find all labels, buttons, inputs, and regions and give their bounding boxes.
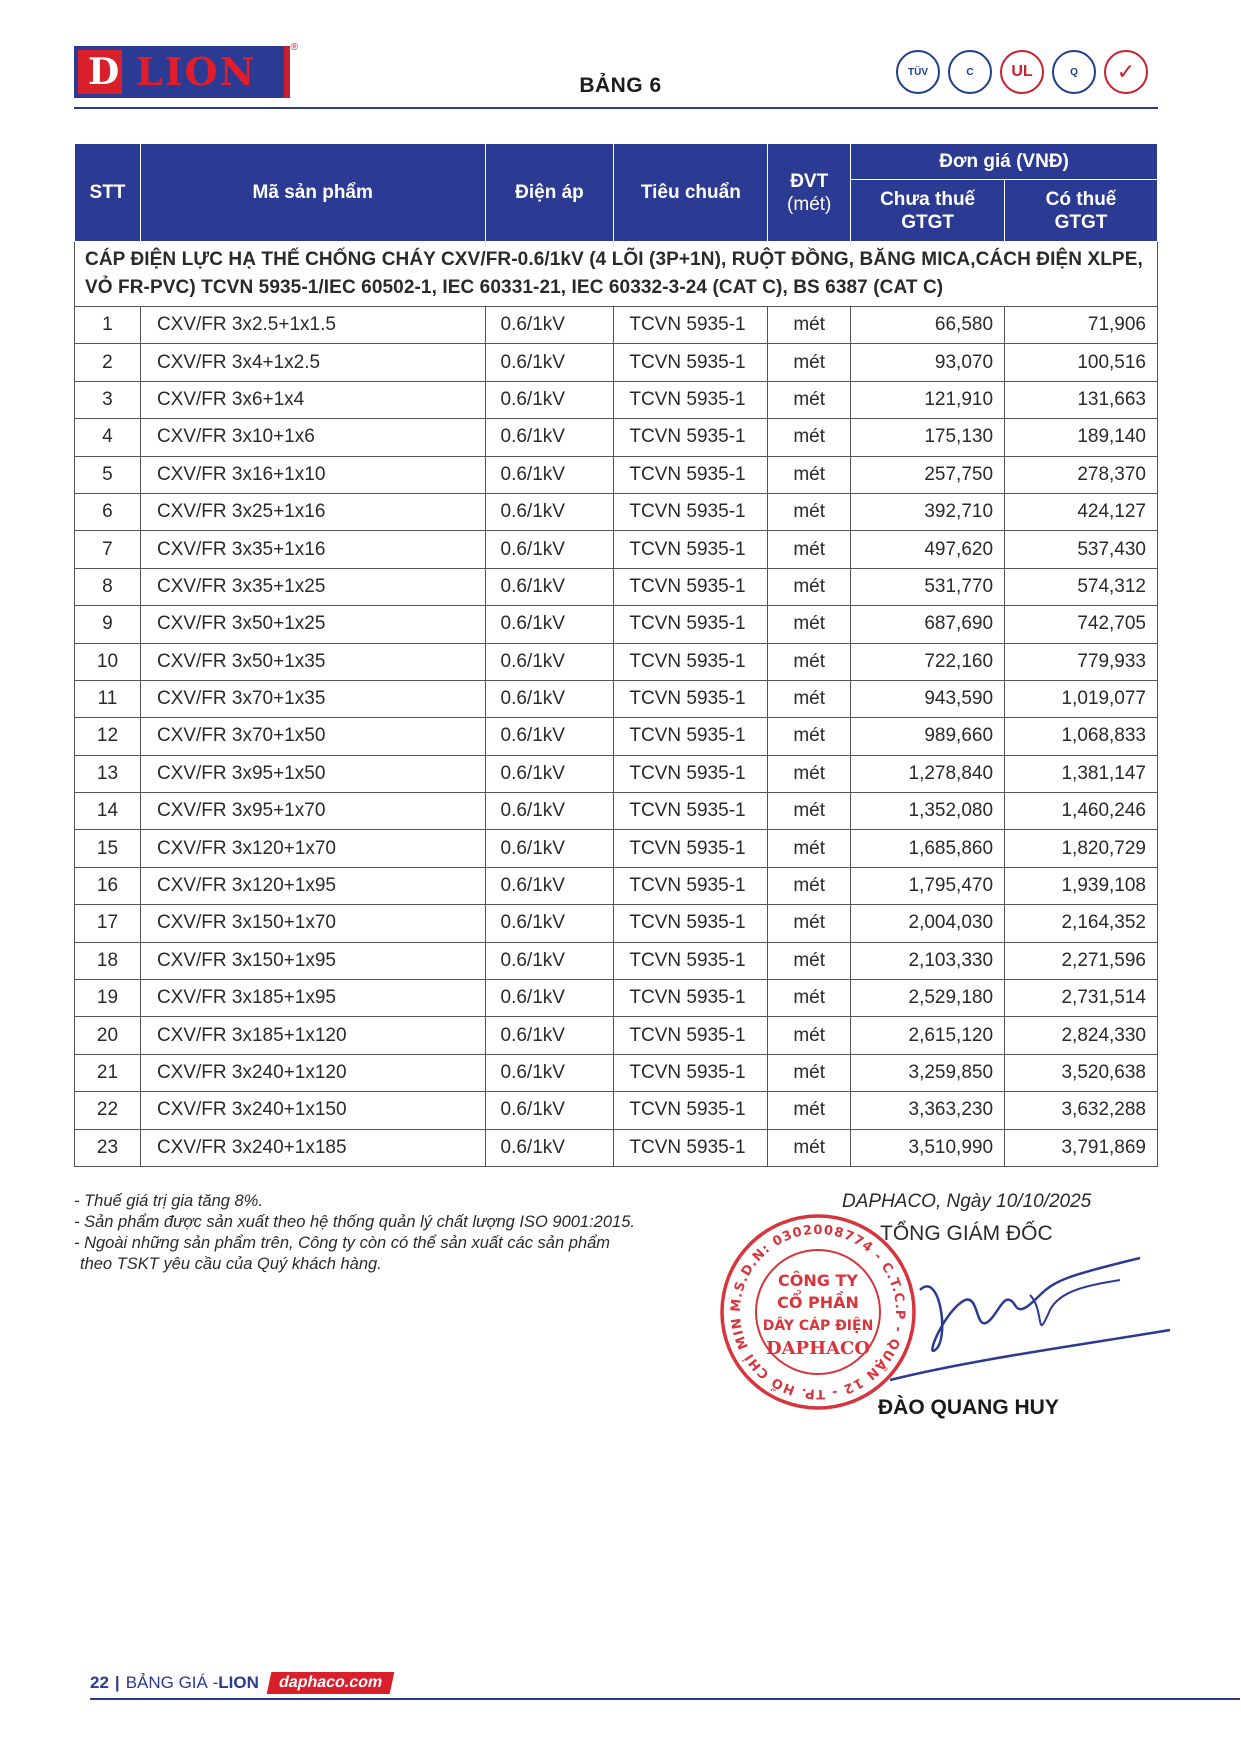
row-price-incl-vat: 189,140 xyxy=(1005,419,1158,456)
row-product-code: CXV/FR 3x240+1x120 xyxy=(140,1054,485,1091)
row-price-incl-vat: 742,705 xyxy=(1005,606,1158,643)
row-product-code: CXV/FR 3x35+1x16 xyxy=(140,531,485,568)
row-price-incl-vat: 278,370 xyxy=(1005,456,1158,493)
row-stt: 8 xyxy=(75,568,141,605)
row-price-excl-vat: 392,710 xyxy=(851,493,1005,530)
table-row xyxy=(75,456,1158,493)
row-product-code: CXV/FR 3x95+1x50 xyxy=(140,755,485,792)
row-standard: TCVN 5935-1 xyxy=(614,307,768,344)
header-unit xyxy=(768,144,851,242)
footer-website-link[interactable]: daphaco.com xyxy=(267,1672,395,1694)
row-voltage: 0.6/1kV xyxy=(485,568,614,605)
company-stamp xyxy=(718,1212,918,1412)
table-row xyxy=(75,1017,1158,1054)
row-product-code: CXV/FR 3x120+1x95 xyxy=(140,867,485,904)
table-row xyxy=(75,493,1158,530)
row-unit: mét xyxy=(768,531,851,568)
row-price-excl-vat: 943,590 xyxy=(851,680,1005,717)
row-standard: TCVN 5935-1 xyxy=(614,718,768,755)
row-stt: 6 xyxy=(75,493,141,530)
place-date: DAPHACO, Ngày 10/10/2025 xyxy=(842,1191,1092,1212)
row-price-incl-vat: 131,663 xyxy=(1005,381,1158,418)
stamp-line: DÂY CÁP ĐIỆN xyxy=(762,1318,874,1334)
notes xyxy=(74,1191,635,1275)
row-price-incl-vat: 100,516 xyxy=(1005,344,1158,381)
row-price-excl-vat: 687,690 xyxy=(851,606,1005,643)
row-product-code: CXV/FR 3x150+1x70 xyxy=(140,905,485,942)
row-price-excl-vat: 497,620 xyxy=(851,531,1005,568)
row-standard: TCVN 5935-1 xyxy=(614,1129,768,1166)
row-voltage: 0.6/1kV xyxy=(485,606,614,643)
row-voltage: 0.6/1kV xyxy=(485,493,614,530)
row-unit: mét xyxy=(768,568,851,605)
table-row xyxy=(75,942,1158,979)
row-unit: mét xyxy=(768,793,851,830)
row-voltage: 0.6/1kV xyxy=(485,1054,614,1091)
row-voltage: 0.6/1kV xyxy=(485,755,614,792)
registered-mark: ® xyxy=(290,42,298,53)
section-title: CÁP ĐIỆN LỰC HẠ THẾ CHỐNG CHÁY CXV/FR-0.6/1kV (4 LÕI (3P+1N), RUỘT ĐỒNG, BĂNG MICA,CÁCH ĐIỆN XLPE, VỎ FR-PVC) TCVN 5935-1/IEC 60502-1, IEC 60331-21, IEC 60332-3-24 (CAT C), BS 6387 (CAT C) xyxy=(75,242,1158,307)
row-price-excl-vat: 1,278,840 xyxy=(851,755,1005,792)
stamp-line: DAPHACO xyxy=(765,1338,871,1359)
table-row xyxy=(75,830,1158,867)
header-standard: Tiêu chuẩn xyxy=(614,144,768,242)
row-stt: 5 xyxy=(75,456,141,493)
row-standard: TCVN 5935-1 xyxy=(614,1054,768,1091)
table-row xyxy=(75,718,1158,755)
table-row xyxy=(75,381,1158,418)
row-price-incl-vat: 71,906 xyxy=(1005,307,1158,344)
row-stt: 10 xyxy=(75,643,141,680)
row-voltage: 0.6/1kV xyxy=(485,344,614,381)
header-price-group: Đơn giá (VNĐ) xyxy=(851,144,1158,180)
row-stt: 20 xyxy=(75,1017,141,1054)
row-stt: 14 xyxy=(75,793,141,830)
row-stt: 3 xyxy=(75,381,141,418)
row-price-incl-vat: 2,824,330 xyxy=(1005,1017,1158,1054)
row-stt: 4 xyxy=(75,419,141,456)
row-product-code: CXV/FR 3x10+1x6 xyxy=(140,419,485,456)
row-unit: mét xyxy=(768,1129,851,1166)
row-standard: TCVN 5935-1 xyxy=(614,980,768,1017)
row-voltage: 0.6/1kV xyxy=(485,793,614,830)
row-standard: TCVN 5935-1 xyxy=(614,905,768,942)
row-stt: 16 xyxy=(75,867,141,904)
row-stt: 21 xyxy=(75,1054,141,1091)
row-price-incl-vat: 1,019,077 xyxy=(1005,680,1158,717)
row-voltage: 0.6/1kV xyxy=(485,1017,614,1054)
row-unit: mét xyxy=(768,830,851,867)
row-standard: TCVN 5935-1 xyxy=(614,568,768,605)
row-price-incl-vat: 574,312 xyxy=(1005,568,1158,605)
row-price-incl-vat: 424,127 xyxy=(1005,493,1158,530)
row-price-incl-vat: 1,460,246 xyxy=(1005,793,1158,830)
row-standard: TCVN 5935-1 xyxy=(614,419,768,456)
header-price-excl-line1: Chưa thuế xyxy=(880,188,976,210)
table-row xyxy=(75,980,1158,1017)
row-product-code: CXV/FR 3x16+1x10 xyxy=(140,456,485,493)
certification-logos xyxy=(896,50,1148,94)
row-voltage: 0.6/1kV xyxy=(485,830,614,867)
row-price-incl-vat: 1,068,833 xyxy=(1005,718,1158,755)
page-title: BẢNG 6 xyxy=(579,74,662,97)
row-price-excl-vat: 175,130 xyxy=(851,419,1005,456)
row-price-incl-vat: 1,820,729 xyxy=(1005,830,1158,867)
header-voltage: Điện áp xyxy=(485,144,614,242)
ias-anz-cert-icon: C xyxy=(948,50,992,94)
footer-brand: LION xyxy=(218,1673,259,1692)
row-voltage: 0.6/1kV xyxy=(485,942,614,979)
row-unit: mét xyxy=(768,493,851,530)
row-voltage: 0.6/1kV xyxy=(485,643,614,680)
row-standard: TCVN 5935-1 xyxy=(614,830,768,867)
signer-name: ĐÀO QUANG HUY xyxy=(878,1396,1059,1419)
table-row xyxy=(75,1054,1158,1091)
row-price-excl-vat: 989,660 xyxy=(851,718,1005,755)
row-product-code: CXV/FR 3x240+1x150 xyxy=(140,1092,485,1129)
row-stt: 7 xyxy=(75,531,141,568)
table-row xyxy=(75,419,1158,456)
row-unit: mét xyxy=(768,419,851,456)
logo-brand-text: LION xyxy=(136,49,257,94)
row-voltage: 0.6/1kV xyxy=(485,1129,614,1166)
page-number: 22 xyxy=(90,1673,109,1692)
row-standard: TCVN 5935-1 xyxy=(614,755,768,792)
row-voltage: 0.6/1kV xyxy=(485,867,614,904)
quacert-icon: Q xyxy=(1052,50,1096,94)
row-standard: TCVN 5935-1 xyxy=(614,867,768,904)
row-stt: 15 xyxy=(75,830,141,867)
note-line: - Sản phẩm được sản xuất theo hệ thống quản lý chất lượng ISO 9001:2015. xyxy=(74,1213,635,1231)
stamp-line: CÔNG TY xyxy=(778,1271,858,1290)
row-standard: TCVN 5935-1 xyxy=(614,793,768,830)
row-standard: TCVN 5935-1 xyxy=(614,1092,768,1129)
price-table xyxy=(74,143,1158,1167)
row-unit: mét xyxy=(768,905,851,942)
footer-separator: | xyxy=(114,1673,120,1692)
row-voltage: 0.6/1kV xyxy=(485,381,614,418)
row-voltage: 0.6/1kV xyxy=(485,419,614,456)
row-standard: TCVN 5935-1 xyxy=(614,456,768,493)
row-standard: TCVN 5935-1 xyxy=(614,643,768,680)
row-standard: TCVN 5935-1 xyxy=(614,493,768,530)
row-price-excl-vat: 2,103,330 xyxy=(851,942,1005,979)
row-voltage: 0.6/1kV xyxy=(485,1092,614,1129)
row-product-code: CXV/FR 3x35+1x25 xyxy=(140,568,485,605)
table-row xyxy=(75,867,1158,904)
table-row xyxy=(75,307,1158,344)
row-price-excl-vat: 121,910 xyxy=(851,381,1005,418)
row-unit: mét xyxy=(768,643,851,680)
note-line: - Thuế giá trị gia tăng 8%. xyxy=(74,1192,263,1210)
row-product-code: CXV/FR 3x70+1x35 xyxy=(140,680,485,717)
row-price-excl-vat: 93,070 xyxy=(851,344,1005,381)
row-standard: TCVN 5935-1 xyxy=(614,942,768,979)
row-product-code: CXV/FR 3x6+1x4 xyxy=(140,381,485,418)
row-stt: 11 xyxy=(75,680,141,717)
row-unit: mét xyxy=(768,980,851,1017)
header-product-code: Mã sản phẩm xyxy=(140,144,485,242)
row-unit: mét xyxy=(768,606,851,643)
table-row xyxy=(75,905,1158,942)
row-price-excl-vat: 1,795,470 xyxy=(851,867,1005,904)
row-price-incl-vat: 3,520,638 xyxy=(1005,1054,1158,1091)
footer-divider xyxy=(90,1698,1240,1700)
row-unit: mét xyxy=(768,718,851,755)
row-voltage: 0.6/1kV xyxy=(485,531,614,568)
header-unit-bottom: (mét) xyxy=(787,193,832,215)
header-stt: STT xyxy=(75,144,141,242)
row-product-code: CXV/FR 3x95+1x70 xyxy=(140,793,485,830)
row-standard: TCVN 5935-1 xyxy=(614,531,768,568)
row-stt: 13 xyxy=(75,755,141,792)
row-price-excl-vat: 2,004,030 xyxy=(851,905,1005,942)
row-price-excl-vat: 2,615,120 xyxy=(851,1017,1005,1054)
stamp-graphic xyxy=(718,1212,918,1412)
row-unit: mét xyxy=(768,381,851,418)
table-row xyxy=(75,755,1158,792)
row-stt: 17 xyxy=(75,905,141,942)
footer-label: BẢNG GIÁ - xyxy=(125,1673,219,1692)
row-product-code: CXV/FR 3x120+1x70 xyxy=(140,830,485,867)
row-price-incl-vat: 1,939,108 xyxy=(1005,867,1158,904)
ul-cert-icon: UL xyxy=(1000,50,1044,94)
row-unit: mét xyxy=(768,344,851,381)
stamp-line: CỔ PHẦN xyxy=(777,1293,859,1312)
row-price-incl-vat: 3,632,288 xyxy=(1005,1092,1158,1129)
row-price-incl-vat: 3,791,869 xyxy=(1005,1129,1158,1166)
row-unit: mét xyxy=(768,680,851,717)
row-price-incl-vat: 1,381,147 xyxy=(1005,755,1158,792)
row-price-incl-vat: 2,731,514 xyxy=(1005,980,1158,1017)
row-voltage: 0.6/1kV xyxy=(485,307,614,344)
row-product-code: CXV/FR 3x25+1x16 xyxy=(140,493,485,530)
row-price-excl-vat: 1,685,860 xyxy=(851,830,1005,867)
row-product-code: CXV/FR 3x70+1x50 xyxy=(140,718,485,755)
row-product-code: CXV/FR 3x150+1x95 xyxy=(140,942,485,979)
header-price-excl-vat xyxy=(851,180,1005,242)
row-stt: 23 xyxy=(75,1129,141,1166)
header-price-excl-line2: GTGT xyxy=(901,211,954,233)
table-row xyxy=(75,606,1158,643)
row-price-incl-vat: 779,933 xyxy=(1005,643,1158,680)
table-row xyxy=(75,1129,1158,1166)
row-price-excl-vat: 531,770 xyxy=(851,568,1005,605)
row-stt: 19 xyxy=(75,980,141,1017)
row-price-incl-vat: 2,164,352 xyxy=(1005,905,1158,942)
row-unit: mét xyxy=(768,1017,851,1054)
row-voltage: 0.6/1kV xyxy=(485,680,614,717)
row-voltage: 0.6/1kV xyxy=(485,456,614,493)
row-standard: TCVN 5935-1 xyxy=(614,1017,768,1054)
row-product-code: CXV/FR 3x4+1x2.5 xyxy=(140,344,485,381)
row-price-excl-vat: 3,259,850 xyxy=(851,1054,1005,1091)
row-price-excl-vat: 1,352,080 xyxy=(851,793,1005,830)
stamp-ring-text: M.S.D.N: 0302008774 - C.T.C.P - QUẬN 12 - TP. HỒ CHÍ MIN xyxy=(728,1222,908,1402)
tuv-cert-icon: TÜV xyxy=(896,50,940,94)
row-standard: TCVN 5935-1 xyxy=(614,680,768,717)
logo-mark: D xyxy=(78,50,122,94)
table-row xyxy=(75,643,1158,680)
table-row xyxy=(75,344,1158,381)
row-stt: 1 xyxy=(75,307,141,344)
table-row xyxy=(75,680,1158,717)
row-stt: 18 xyxy=(75,942,141,979)
header-price-incl-line1: Có thuế xyxy=(1045,188,1117,210)
row-product-code: CXV/FR 3x50+1x25 xyxy=(140,606,485,643)
row-unit: mét xyxy=(768,307,851,344)
row-product-code: CXV/FR 3x2.5+1x1.5 xyxy=(140,307,485,344)
row-stt: 9 xyxy=(75,606,141,643)
row-product-code: CXV/FR 3x240+1x185 xyxy=(140,1129,485,1166)
row-price-excl-vat: 3,363,230 xyxy=(851,1092,1005,1129)
row-stt: 22 xyxy=(75,1092,141,1129)
row-stt: 2 xyxy=(75,344,141,381)
table-row xyxy=(75,531,1158,568)
header-divider xyxy=(74,107,1158,109)
row-standard: TCVN 5935-1 xyxy=(614,381,768,418)
row-unit: mét xyxy=(768,1054,851,1091)
row-price-incl-vat: 2,271,596 xyxy=(1005,942,1158,979)
table-row xyxy=(75,793,1158,830)
header-price-incl-vat xyxy=(1005,180,1158,242)
handwritten-signature xyxy=(880,1250,1180,1390)
table-row xyxy=(75,568,1158,605)
row-price-excl-vat: 3,510,990 xyxy=(851,1129,1005,1166)
table-row xyxy=(75,1092,1158,1129)
row-unit: mét xyxy=(768,456,851,493)
row-price-excl-vat: 257,750 xyxy=(851,456,1005,493)
row-voltage: 0.6/1kV xyxy=(485,980,614,1017)
page-footer xyxy=(90,1672,392,1694)
note-line: theo TSKT yêu cầu của Quý khách hàng. xyxy=(80,1255,382,1273)
header-price-incl-line2: GTGT xyxy=(1054,211,1108,233)
row-unit: mét xyxy=(768,755,851,792)
row-unit: mét xyxy=(768,942,851,979)
row-product-code: CXV/FR 3x185+1x95 xyxy=(140,980,485,1017)
row-voltage: 0.6/1kV xyxy=(485,905,614,942)
row-price-excl-vat: 2,529,180 xyxy=(851,980,1005,1017)
vietnam-quality-icon: ✓ xyxy=(1104,50,1148,94)
row-price-excl-vat: 66,580 xyxy=(851,307,1005,344)
row-unit: mét xyxy=(768,867,851,904)
row-price-excl-vat: 722,160 xyxy=(851,643,1005,680)
row-stt: 12 xyxy=(75,718,141,755)
row-price-incl-vat: 537,430 xyxy=(1005,531,1158,568)
row-product-code: CXV/FR 3x185+1x120 xyxy=(140,1017,485,1054)
row-standard: TCVN 5935-1 xyxy=(614,606,768,643)
signer-position: TỔNG GIÁM ĐỐC xyxy=(880,1222,1053,1245)
row-standard: TCVN 5935-1 xyxy=(614,344,768,381)
note-line: - Ngoài những sản phẩm trên, Công ty còn có thể sản xuất các sản phẩm xyxy=(74,1234,611,1252)
row-product-code: CXV/FR 3x50+1x35 xyxy=(140,643,485,680)
header-unit-top: ĐVT xyxy=(790,170,829,192)
row-unit: mét xyxy=(768,1092,851,1129)
row-voltage: 0.6/1kV xyxy=(485,718,614,755)
